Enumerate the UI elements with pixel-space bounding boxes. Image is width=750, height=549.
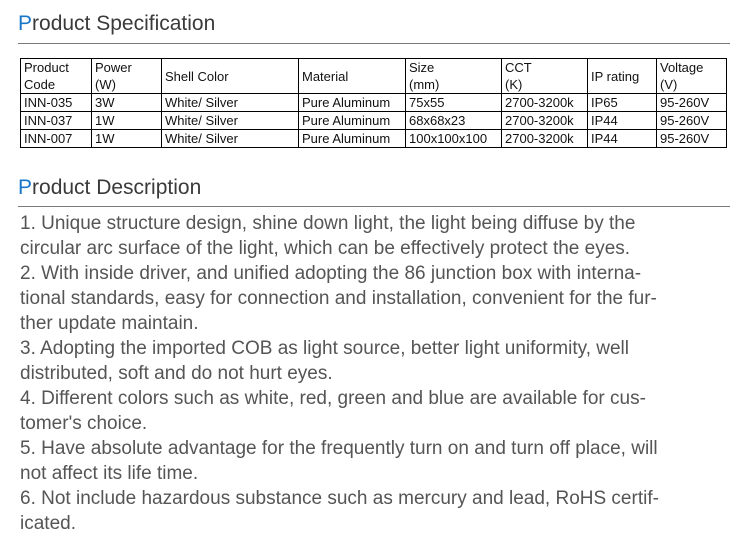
- cell-cct: 2700-3200k: [502, 94, 588, 112]
- header-line: (V): [660, 77, 678, 92]
- cell-size: 68x68x23: [406, 112, 502, 130]
- cell-product-code: INN-007: [21, 130, 92, 148]
- cell-material: Pure Aluminum: [299, 112, 406, 130]
- cell-material: Pure Aluminum: [299, 130, 406, 148]
- header-line: (K): [505, 77, 523, 92]
- header-line: Power: [95, 60, 132, 75]
- cell-ip-rating: IP44: [588, 112, 657, 130]
- heading-initial-letter: P: [18, 12, 33, 35]
- table-row: [21, 112, 727, 130]
- header-line: CCT: [505, 60, 532, 75]
- cell-cct: 2700-3200k: [502, 130, 588, 148]
- description-line: 5. Have absolute advantage for the frequently turn on and turn off place, will: [20, 438, 658, 459]
- header-material: Material: [299, 59, 406, 94]
- description-line: ther update maintain.: [20, 313, 199, 334]
- cell-power: 1W: [92, 130, 162, 148]
- header-voltage: [657, 59, 727, 94]
- table-row: [21, 130, 727, 148]
- description-line: not affect its life time.: [20, 463, 199, 484]
- header-product-code: [21, 59, 92, 94]
- header-size: [406, 59, 502, 94]
- header-shell-color: Shell Color: [162, 59, 299, 94]
- table-row: [21, 94, 727, 112]
- description-line: 3. Adopting the imported COB as light source, better light uniformity, well: [20, 338, 630, 359]
- description-line: circular arc surface of the light, which can be effectively protect the eyes.: [20, 238, 631, 259]
- header-line: Product: [24, 60, 69, 75]
- description-line: 1. Unique structure design, shine down light, the light being diffuse by the: [20, 213, 636, 234]
- specification-table: [20, 58, 727, 148]
- description-line: 4. Different colors such as white, red, green and blue are available for cus-: [20, 388, 646, 409]
- description-line: tional standards, easy for connection and installation, convenient for the fur-: [20, 288, 657, 309]
- cell-shell-color: White/ Silver: [162, 130, 299, 148]
- cell-shell-color: White/ Silver: [162, 112, 299, 130]
- cell-voltage: 95-260V: [657, 112, 727, 130]
- cell-ip-rating: IP44: [588, 130, 657, 148]
- product-description-text: [20, 211, 736, 536]
- header-power: [92, 59, 162, 94]
- header-line: Size: [409, 60, 435, 75]
- product-description-heading: [18, 176, 201, 200]
- table-header-row: [21, 59, 727, 94]
- heading-divider: [18, 206, 730, 207]
- header-line: Code: [24, 77, 56, 92]
- description-line: 6. Not include hazardous substance such as mercury and lead, RoHS certif-: [20, 488, 659, 509]
- cell-voltage: 95-260V: [657, 94, 727, 112]
- cell-size: 100x100x100: [406, 130, 502, 148]
- heading-rest-text: roduct Description: [32, 176, 202, 199]
- header-line: (W): [95, 77, 116, 92]
- cell-voltage: 95-260V: [657, 130, 727, 148]
- heading-rest-text: roduct Specification: [32, 12, 216, 35]
- description-line: tomer's choice.: [20, 413, 148, 434]
- header-ip-rating: IP rating: [588, 59, 657, 94]
- cell-size: 75x55: [406, 94, 502, 112]
- description-line: 2. With inside driver, and unified adopting the 86 junction box with interna-: [20, 263, 642, 284]
- description-line: icated.: [20, 513, 76, 534]
- cell-product-code: INN-035: [21, 94, 92, 112]
- cell-cct: 2700-3200k: [502, 112, 588, 130]
- header-line: Voltage: [660, 60, 704, 75]
- cell-ip-rating: IP65: [588, 94, 657, 112]
- cell-power: 1W: [92, 112, 162, 130]
- cell-shell-color: White/ Silver: [162, 94, 299, 112]
- description-line: distributed, soft and do not hurt eyes.: [20, 363, 333, 384]
- cell-power: 3W: [92, 94, 162, 112]
- cell-material: Pure Aluminum: [299, 94, 406, 112]
- header-cct: [502, 59, 588, 94]
- header-line: (mm): [409, 77, 440, 92]
- heading-divider: [18, 43, 730, 44]
- product-specification-heading: [18, 12, 215, 36]
- cell-product-code: INN-037: [21, 112, 92, 130]
- heading-initial-letter: P: [18, 176, 33, 199]
